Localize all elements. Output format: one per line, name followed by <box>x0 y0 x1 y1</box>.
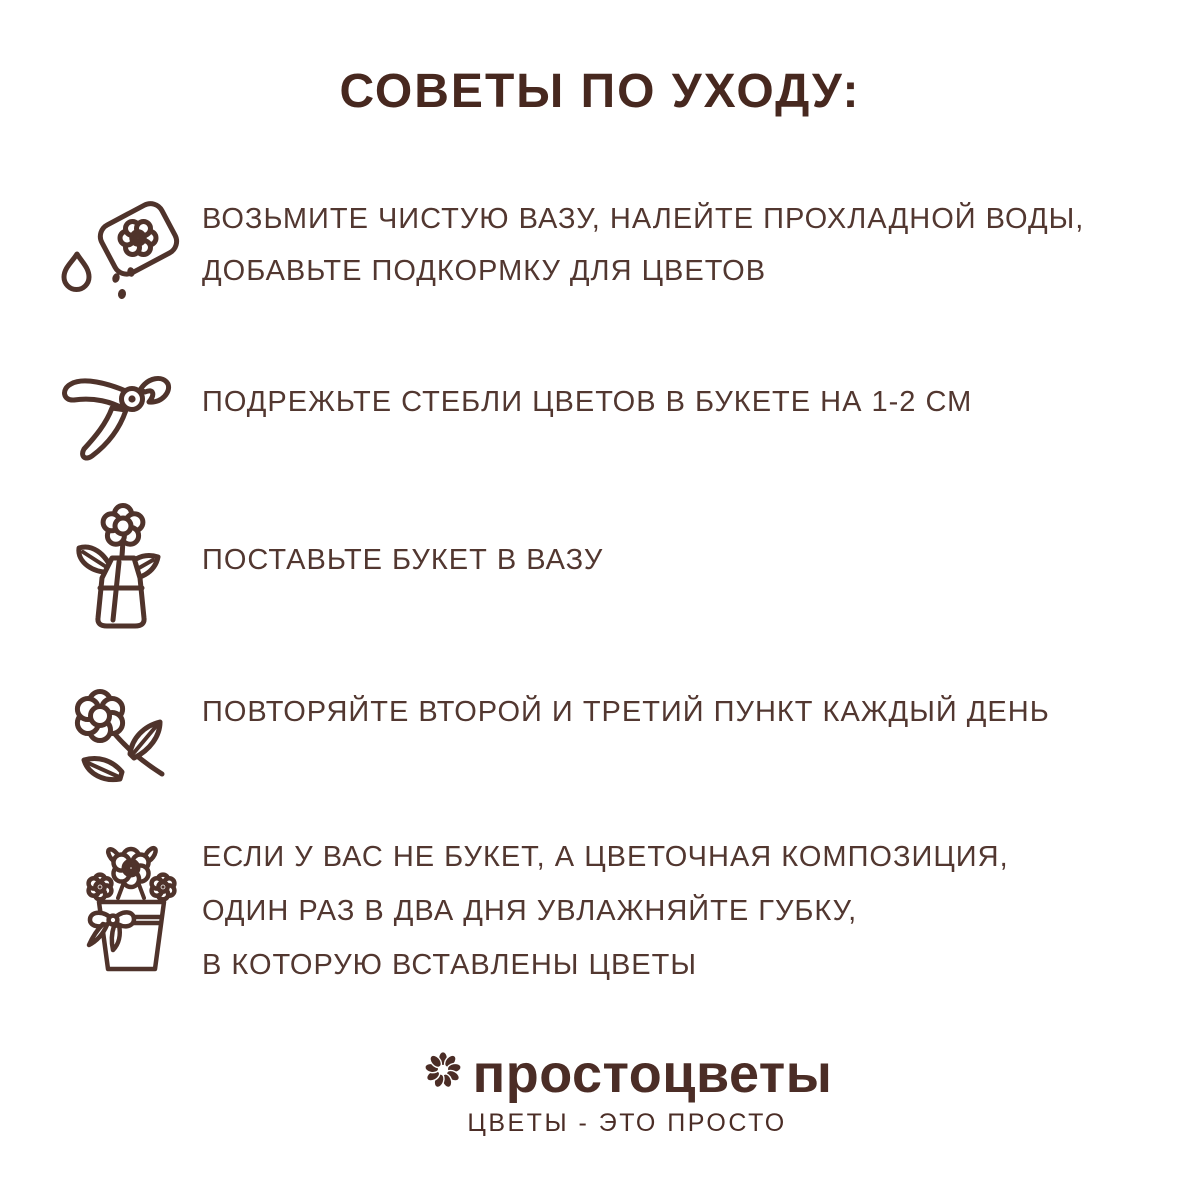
flower-food-packet-icon <box>58 200 184 312</box>
tip-5-line-1: ЕСЛИ У ВАС НЕ БУКЕТ, А ЦВЕТОЧНАЯ КОМПОЗИЦИЯ, <box>202 841 1009 873</box>
flower-pot-icon <box>74 842 189 977</box>
page-title: СОВЕТЫ ПО УХОДУ: <box>339 65 861 118</box>
tip-5-text <box>202 830 1162 992</box>
pruning-shears-icon <box>54 364 176 466</box>
tip-5-line-2: ОДИН РАЗ В ДВА ДНЯ УВЛАЖНЯЙТЕ ГУБКУ, <box>202 895 858 927</box>
flower-rosette-icon <box>422 1049 464 1096</box>
tip-1-line-1: ВОЗЬМИТЕ ЧИСТУЮ ВАЗУ, НАЛЕЙТЕ ПРОХЛАДНОЙ ВОДЫ, <box>202 203 1085 235</box>
tip-1-line-2: ДОБАВЬТЕ ПОДКОРМКУ ДЛЯ ЦВЕТОВ <box>202 255 767 287</box>
flower-in-vase-icon <box>62 502 174 634</box>
tip-5-line-3: В КОТОРУЮ ВСТАВЛЕНЫ ЦВЕТЫ <box>202 949 698 981</box>
tip-2-line-1: ПОДРЕЖЬТЕ СТЕБЛИ ЦВЕТОВ В БУКЕТЕ НА 1-2 СМ <box>202 386 973 418</box>
tip-1-text <box>202 193 1162 297</box>
tip-3-text <box>202 534 1162 586</box>
tip-2-text <box>202 376 1162 428</box>
brand-name: простоцветы <box>472 1044 833 1104</box>
tip-4-text <box>202 686 1162 738</box>
tip-3-line-1: ПОСТАВЬТЕ БУКЕТ В ВАЗУ <box>202 544 604 576</box>
brand-row <box>27 1044 1200 1104</box>
footer-logo <box>27 1044 1200 1138</box>
flower-icon <box>62 678 177 790</box>
tip-4-line-1: ПОВТОРЯЙТЕ ВТОРОЙ И ТРЕТИЙ ПУНКТ КАЖДЫЙ ДЕНЬ <box>202 696 1050 728</box>
brand-tagline: ЦВЕТЫ - ЭТО ПРОСТО <box>467 1109 787 1137</box>
